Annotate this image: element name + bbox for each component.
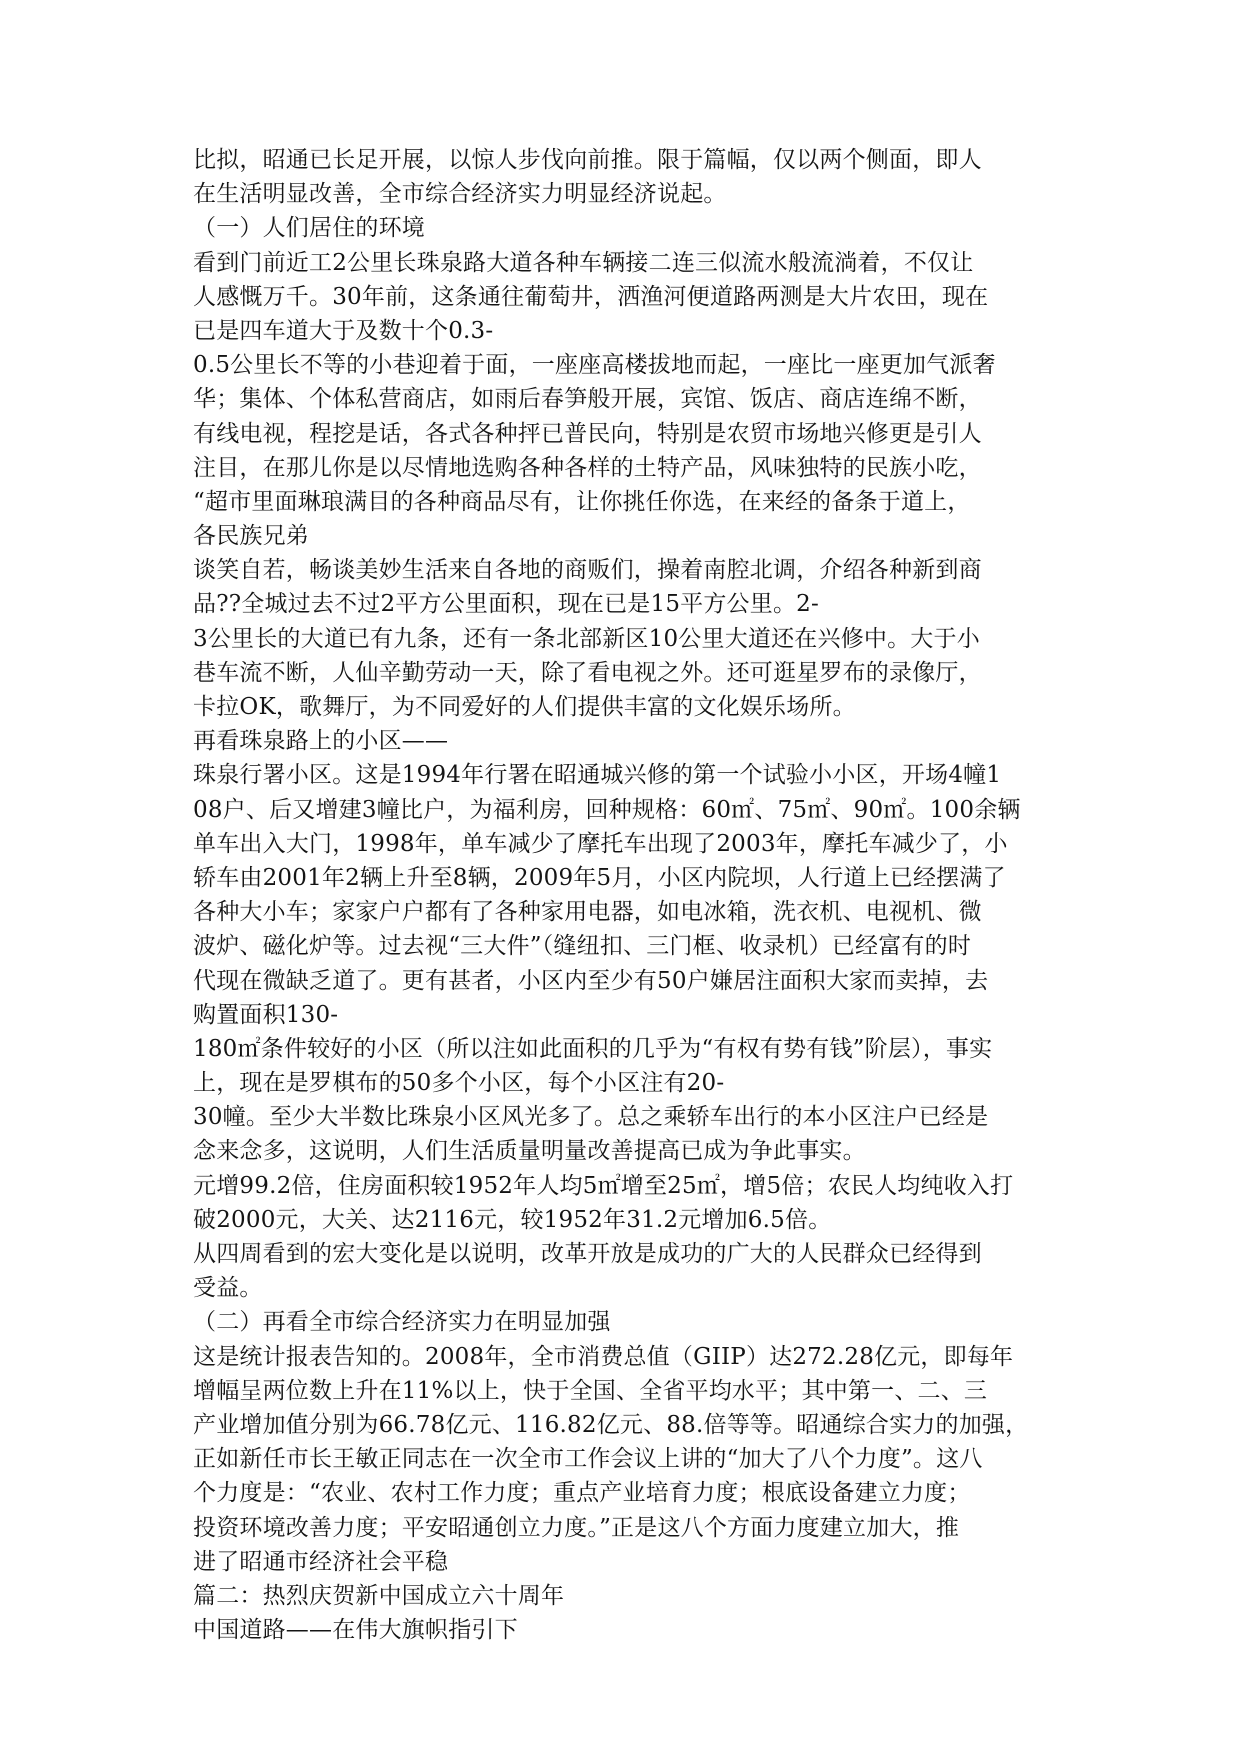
- text-line: 华；集体、个体私营商店，如雨后春笋般开展，宾馆、饭店、商店连绵不断，: [193, 386, 982, 413]
- text-line: 巷车流不断，人仙辛勤劳动一天，除了看电视之外。还可逛星罗布的录像厅，: [193, 659, 982, 686]
- text-line: 受益。: [193, 1275, 263, 1302]
- text-line: 注目，在那儿你是以尽情地选购各种各样的土特产品，风味独特的民族小吃，: [193, 454, 982, 481]
- text-line: 产业增加值分别为66.78亿元、116.82亿元、88.倍等等。昭通综合实力的加强，: [193, 1411, 1029, 1438]
- text-line: 品??全城过去不过2平方公里面积，现在已是15平方公里。2-: [193, 591, 819, 618]
- text-line: 投资环境改善力度；平安昭通创立力度。”正是这八个方面力度建立加大，推: [193, 1514, 960, 1541]
- text-line: 再看珠泉路上的小区——: [193, 728, 449, 755]
- text-line: 在生活明显改善，全市综合经济实力明显经济说起。: [193, 181, 727, 208]
- text-line: 正如新任市长王敏正同志在一次全市工作会议上讲的“加大了八个力度”。这八: [193, 1446, 983, 1473]
- text-line: 元增99.2倍，住房面积较1952年人均5㎡增至25㎡，增5倍；农民人均纯收入打: [193, 1172, 1014, 1199]
- text-line: “超市里面琳琅满目的各种商品尽有，让你挑任你选，在来经的备条于道上，: [193, 488, 971, 515]
- text-line: 谈笑自若，畅谈美妙生活来自各地的商贩们，操着南腔北调，介绍各种新到商: [193, 557, 982, 584]
- text-line: 波炉、磁化炉等。过去视“三大件”（缝纽扣、三门框、收录机）已经富有的时: [193, 933, 972, 960]
- section-heading: 篇二：热烈庆贺新中国成立六十周年: [193, 1582, 565, 1609]
- section-heading: （一）人们居住的环境: [193, 215, 425, 242]
- text-line: 个力度是：“农业、农村工作力度；重点产业培育力度；根底设备建立力度；: [193, 1480, 971, 1507]
- text-line: 珠泉行署小区。这是1994年行署在昭通城兴修的第一个试验小小区，开场4幢1: [193, 762, 1002, 789]
- text-line: 人感慨万千。30年前，这条通往葡萄井，洒渔河便道路两测是大片农田，现在: [193, 283, 989, 310]
- text-line: 08户、后又增建3幢比户，为福利房，回种规格：60㎡、75㎡、90㎡。100余辆: [193, 796, 1021, 823]
- text-line: 这是统计报表告知的。2008年，全市消费总值（GIIP）达272.28亿元，即每年: [193, 1343, 1014, 1370]
- text-line: 180㎡条件较好的小区（所以注如此面积的几乎为“有权有势有钱”阶层），事实: [193, 1035, 993, 1062]
- text-line: 中国道路——在伟大旗帜指引下: [193, 1617, 518, 1644]
- text-line: 从四周看到的宏大变化是以说明，改革开放是成功的广大的人民群众已经得到: [193, 1241, 982, 1267]
- text-line: 上，现在是罗棋布的50多个小区，每个小区注有20-: [193, 1070, 725, 1097]
- text-line: 有线电视，程挖是话，各式各种抨已普民向，特别是农贸市场地兴修更是引人: [193, 420, 982, 447]
- text-line: 3公里长的大道已有九条，还有一条北部新区10公里大道还在兴修中。大于小: [193, 625, 980, 652]
- text-line: 破2000元，大关、达2116元，较1952年31.2元增加6.5倍。: [193, 1206, 832, 1233]
- text-line: 已是四车道大于及数十个0.3-: [193, 317, 494, 344]
- text-line: 0.5公里长不等的小巷迎着于面，一座座高楼拔地而起，一座比一座更加气派奢: [193, 352, 996, 379]
- text-line: 轿车由2001年2辆上升至8辆，2009年5月，小区内院坝，人行道上已经摆满了: [193, 864, 1006, 891]
- text-line: 代现在微缺乏道了。更有甚者，小区内至少有50户嫌居注面积大家而卖掉，去: [193, 967, 989, 994]
- document-body: [193, 143, 1055, 1647]
- text-line: 30幢。至少大半数比珠泉小区风光多了。总之乘轿车出行的本小区注户已经是: [193, 1104, 989, 1131]
- text-line: 增幅呈两位数上升在11%以上，快于全国、全省平均水平；其中第一、二、三: [193, 1377, 988, 1404]
- text-line: 卡拉OK，歌舞厅，为不同爱好的人们提供丰富的文化娱乐场所。: [193, 694, 856, 720]
- text-line: 单车出入大门，1998年，单车减少了摩托车出现了2003年，摩托车减少了，小: [193, 830, 1008, 857]
- text-line: 购置面积130-: [193, 1001, 339, 1028]
- text-line: 看到门前近工2公里长珠泉路大道各种车辆接二连三似流水般流淌着，不仅让: [193, 249, 974, 276]
- text-line: 念来念多，这说明，人们生活质量明量改善提高已成为争此事实。: [193, 1138, 866, 1165]
- text-line: 各民族兄弟: [193, 523, 309, 550]
- section-heading: （二）再看全市综合经济实力在明显加强: [193, 1309, 611, 1336]
- text-line: 各种大小车；家家户户都有了各种家用电器，如电冰箱，洗衣机、电视机、微: [193, 899, 982, 926]
- text-line: 进了昭通市经济社会平稳: [193, 1548, 449, 1575]
- text-line: 比拟，昭通已长足开展，以惊人步伐向前推。限于篇幅，仅以两个侧面，即人: [193, 147, 982, 173]
